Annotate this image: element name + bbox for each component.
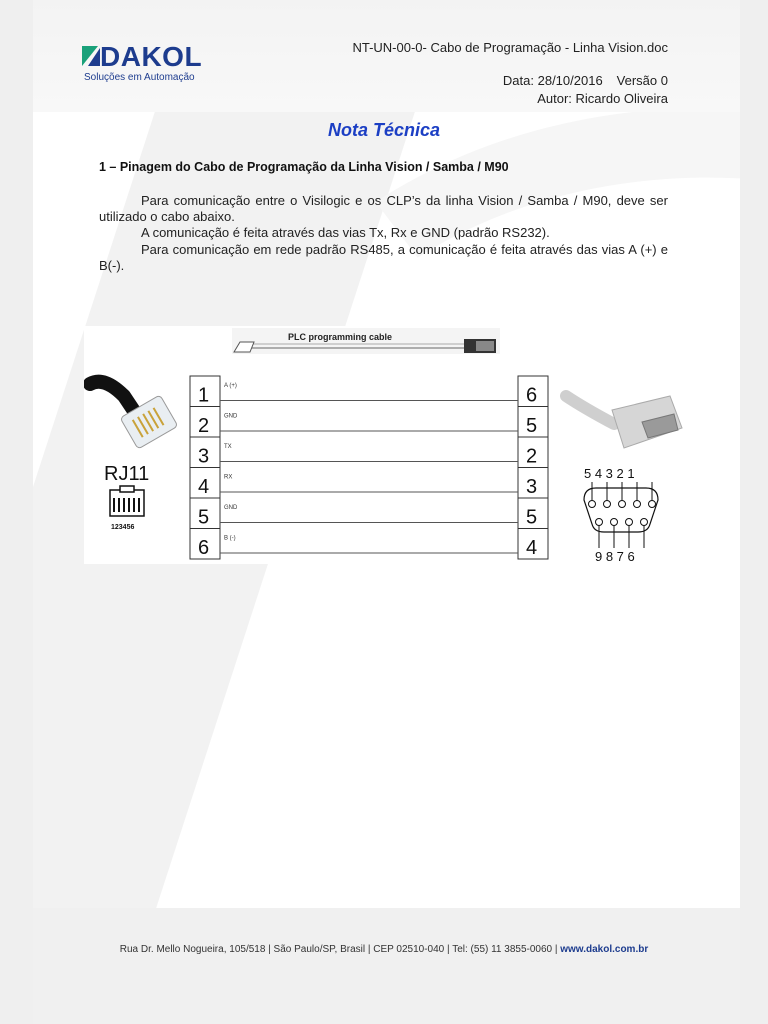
left-pin-number: 5: [198, 506, 210, 529]
footer-website-link[interactable]: www.dakol.com.br: [560, 944, 649, 955]
right-pin-number: 4: [526, 537, 538, 559]
db9-top-pin-numbers: 5 4 3 2 1: [584, 466, 635, 481]
paragraph: A comunicação é feita através das vias Tx, Rx e GND (padrão RS232).: [141, 225, 550, 241]
page-footer: [0, 944, 768, 955]
left-pin-number: 2: [198, 415, 210, 437]
document-date-version: [503, 73, 668, 88]
db9-connector-icon: [566, 396, 682, 448]
left-pin-number: 1: [198, 384, 210, 407]
document-date: Data: 28/10/2016: [502, 73, 603, 88]
right-pin-number: 6: [526, 384, 538, 407]
cable-pinout-figure: [84, 326, 688, 564]
rj11-jack-icon: [110, 486, 144, 516]
document-filename: NT-UN-00-0- Cabo de Programação - Linha Vision.doc: [352, 40, 668, 55]
pinout-diagram: [84, 326, 688, 564]
right-pin-number: 2: [526, 445, 538, 468]
cable-illustration: [232, 328, 500, 354]
footer-band: [33, 908, 740, 1024]
wire-signal-label: A (+): [224, 383, 237, 389]
section-heading: 1 – Pinagem do Cabo de Programação da Linha Vision / Samba / M90: [99, 160, 509, 174]
logo-brand-text: DAKOL: [100, 41, 203, 72]
db9-pinout: [584, 466, 658, 564]
document-version: Versão 0: [616, 73, 668, 88]
wire-signal-label: B (-): [224, 535, 236, 542]
wire-signal-label: TX: [224, 444, 232, 450]
footer-address: Rua Dr. Mello Nogueira, 105/518 | São Paulo/SP, Brasil | CEP 02510-040 | Tel: (55) 11 3855-0060 |: [119, 944, 561, 955]
logo-tagline: Soluções em Automação: [84, 72, 195, 83]
document-author: Autor: Ricardo Oliveira: [537, 91, 668, 106]
paragraph: Para comunicação entre o Visilogic e os CLP’s da linha Vision / Samba / M90, deve ser utilizado o cabo abaixo.: [99, 193, 668, 225]
page-title: Nota Técnica: [327, 120, 441, 140]
rj11-label: RJ11: [104, 463, 150, 485]
right-pin-number: 3: [526, 476, 538, 498]
rj11-connector-icon: [90, 382, 178, 449]
left-pin-number: 4: [198, 476, 210, 498]
logo-mark-icon: [82, 44, 102, 68]
db9-bottom-pin-numbers: 9 8 7 6: [595, 549, 635, 564]
wire-signal-label: GND: [224, 413, 238, 420]
company-logo: [82, 41, 242, 88]
left-pin-number: 3: [198, 445, 210, 468]
body-text: [99, 193, 668, 274]
wire-signal-label: RX: [224, 474, 233, 481]
left-pin-number: 6: [198, 537, 210, 559]
paragraph: Para comunicação em rede padrão RS485, a comunicação é feita através das vias A (+) e B(-).: [99, 241, 668, 273]
wiring-table: [190, 376, 548, 559]
right-pin-number: 5: [526, 506, 538, 529]
cable-label: PLC programming cable: [288, 332, 393, 342]
small-cable-plug-right-icon: [464, 339, 496, 353]
wire-signal-label: GND: [224, 505, 238, 511]
right-pin-number: 5: [526, 415, 538, 437]
rj11-pin-numbers: 123456: [111, 524, 135, 531]
